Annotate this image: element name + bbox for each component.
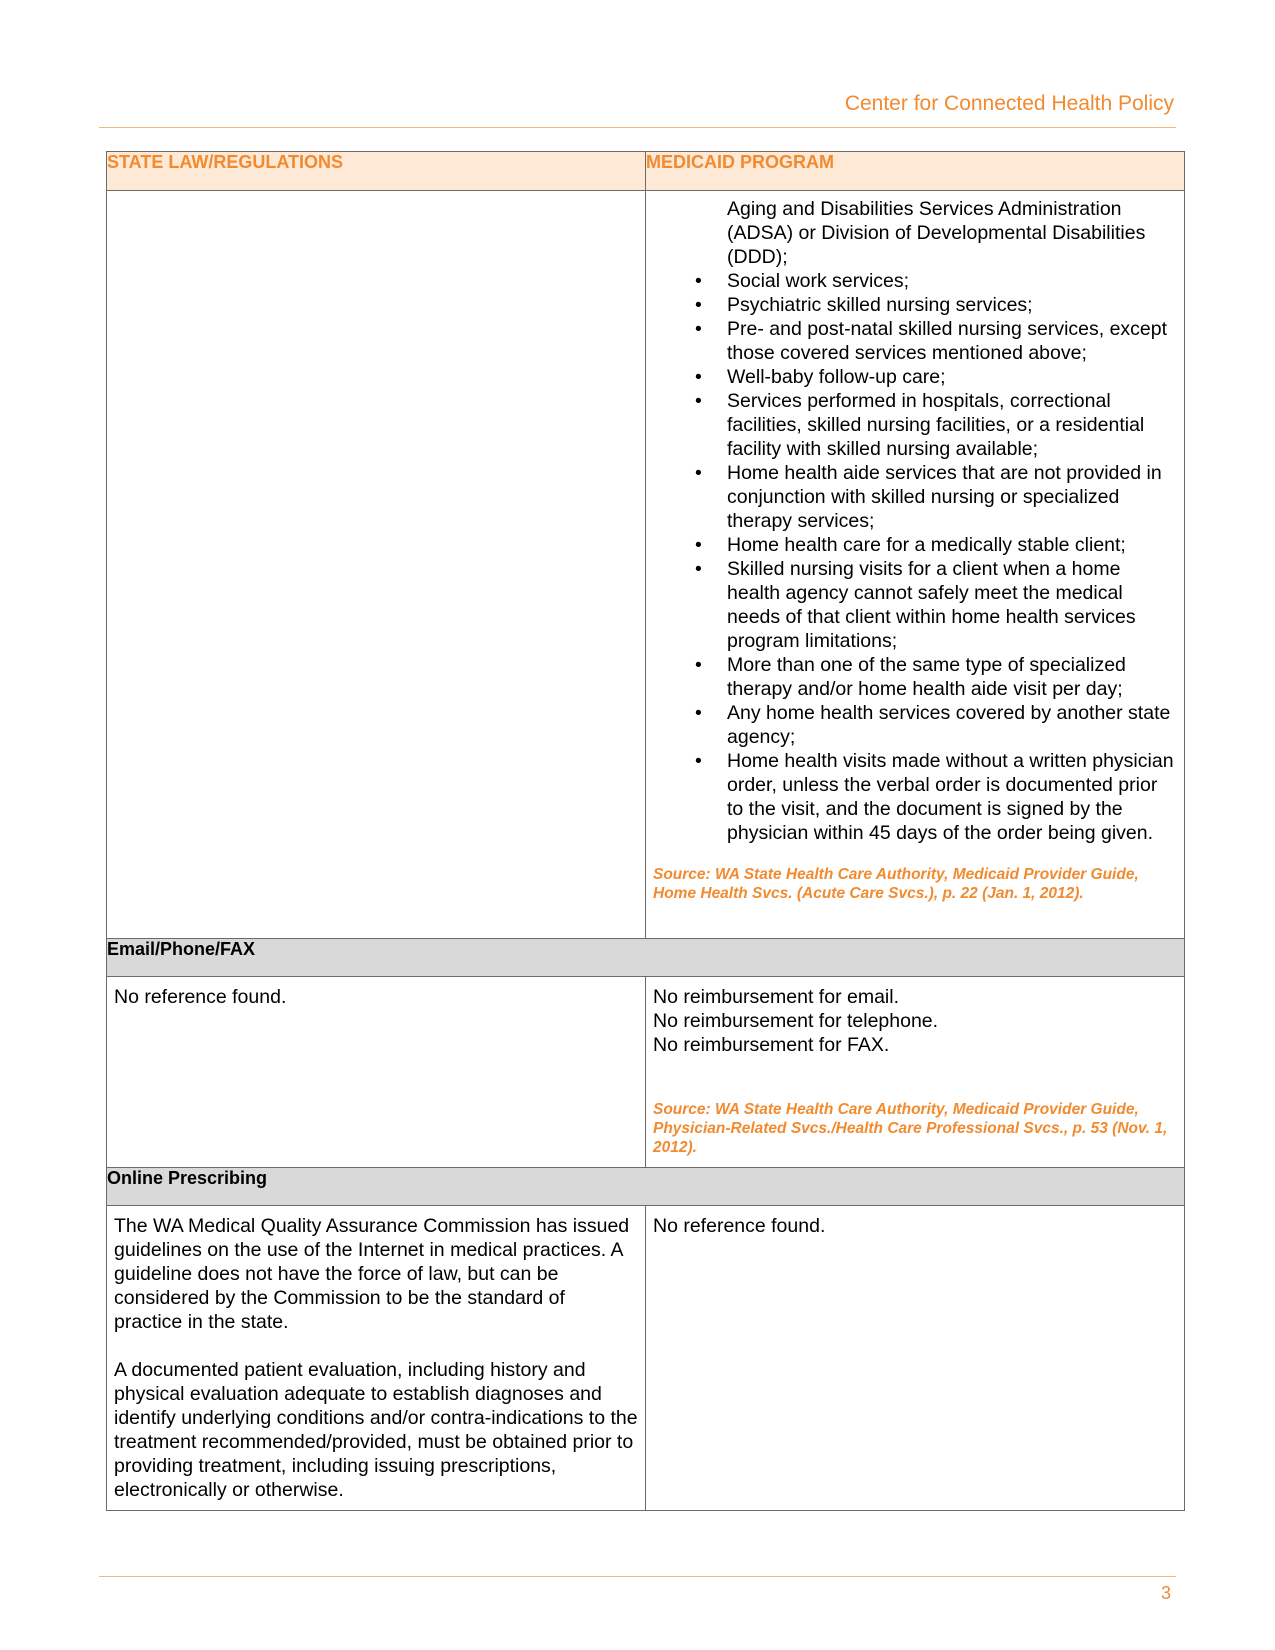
list-item: • Home health care for a medically stable client; — [695, 534, 1126, 556]
bullet-icon: • — [695, 366, 702, 388]
medicaid-fax-line: No reimbursement for FAX. — [653, 1034, 890, 1056]
table-header-row — [107, 152, 1185, 191]
section-row-prescribing — [107, 1168, 1185, 1206]
excluded-services-list — [653, 269, 1177, 845]
telehealth-policy-table — [106, 151, 1185, 1511]
page-header-title: Center for Connected Health Policy — [844, 92, 1174, 115]
medicaid-cell-prescribing — [646, 1206, 1185, 1511]
bullet-icon: • — [695, 654, 702, 676]
table-row-email — [107, 977, 1185, 1168]
page-number: 3 — [1160, 1583, 1171, 1603]
list-item: • Well-baby follow-up care; — [695, 366, 946, 388]
state-law-cell-email — [107, 977, 646, 1168]
col-heading-medicaid: MEDICAID PROGRAM — [646, 152, 1185, 191]
bullet-icon: • — [695, 534, 702, 556]
medicaid-prescribing-text: No reference found. — [653, 1215, 826, 1237]
medicaid-continued-text: Aging and Disabilities Services Administration (ADSA) or Division of Developmental Disabilities (DDD); — [727, 198, 1146, 268]
medicaid-phone-line: No reimbursement for telephone. — [653, 1010, 939, 1032]
list-item: • Psychiatric skilled nursing services; — [695, 294, 1033, 316]
source-citation-email: Source: WA State Health Care Authority, Medicaid Provider Guide, Physician-Related Svcs./Health Care Professional Svcs., p. 53 (Nov. 1, 2012). — [653, 1101, 1168, 1156]
medicaid-cell-email — [646, 977, 1185, 1168]
list-item: • Services performed in hospitals, correctional facilities, skilled nursing facilities, or a residential facility with skilled nursing available; — [695, 390, 1145, 460]
bullet-icon: • — [695, 558, 702, 580]
bullet-icon: • — [695, 318, 702, 340]
bullet-icon: • — [695, 294, 702, 316]
state-law-cell-prescribing — [107, 1206, 646, 1511]
list-item: • Any home health services covered by another state agency; — [695, 702, 1171, 748]
table-row-continued — [107, 191, 1185, 939]
list-item: • Skilled nursing visits for a client when a home health agency cannot safely meet the medical needs of that client within home health services program limitations; — [695, 558, 1136, 652]
section-row-email — [107, 939, 1185, 977]
medicaid-cell-continued — [646, 191, 1185, 939]
state-law-prescribing-p2: A documented patient evaluation, including history and physical evaluation adequate to establish diagnoses and identify underlying conditions and/or contra-indications to the treatment recommended/provided, must be obtained prior to providing treatment, including issuing prescriptions, electronically or otherwise. — [114, 1359, 638, 1501]
table-row-prescribing — [107, 1206, 1185, 1511]
bullet-icon: • — [695, 750, 702, 772]
source-citation-home-health: Source: WA State Health Care Authority, Medicaid Provider Guide, Home Health Svcs. (Acute Care Svcs.), p. 22 (Jan. 1, 2012). — [653, 866, 1139, 902]
bullet-icon: • — [695, 390, 702, 412]
bullet-icon: • — [695, 270, 702, 292]
state-law-prescribing-p1: The WA Medical Quality Assurance Commission has issued guidelines on the use of the Internet in medical practices. A guideline does not have the force of law, but can be considered by the Commission to be the standard of practice in the state. — [114, 1215, 630, 1333]
section-title-prescribing: Online Prescribing — [107, 1168, 1185, 1206]
list-item: • Home health visits made without a written physician order, unless the verbal order is documented prior to the visit, and the document is signed by the physician within 45 days of the order being given. — [695, 750, 1174, 844]
list-item: • Pre- and post-natal skilled nursing services, except those covered services mentioned above; — [695, 318, 1168, 364]
list-item: • More than one of the same type of specialized therapy and/or home health aide visit per day; — [695, 654, 1126, 700]
bullet-icon: • — [695, 462, 702, 484]
list-item: • Home health aide services that are not provided in conjunction with skilled nursing or specialized therapy services; — [695, 462, 1162, 532]
header-rule — [99, 127, 1176, 128]
list-item: • Social work services; — [695, 270, 910, 292]
state-law-cell-empty — [107, 191, 646, 939]
state-law-email-text: No reference found. — [114, 986, 287, 1008]
col-heading-state-law: STATE LAW/REGULATIONS — [107, 152, 646, 191]
bullet-icon: • — [695, 702, 702, 724]
footer-rule — [99, 1576, 1176, 1577]
medicaid-email-line: No reimbursement for email. — [653, 986, 899, 1008]
section-title-email: Email/Phone/FAX — [107, 939, 1185, 977]
